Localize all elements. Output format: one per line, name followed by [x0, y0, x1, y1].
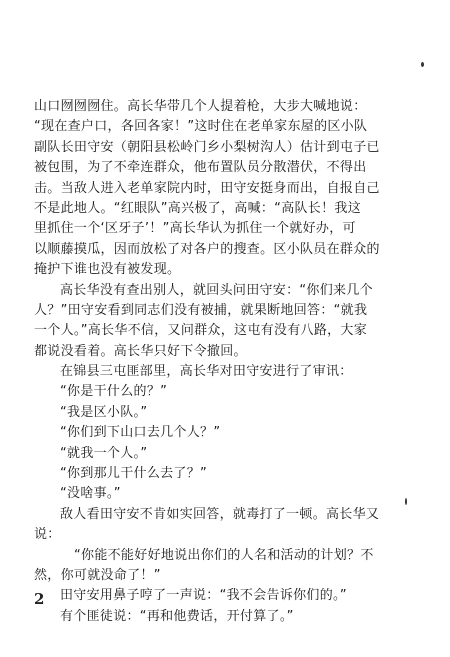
dialogue-line: “你到那儿干什么去了？”	[60, 466, 208, 482]
dialogue-line: “你是干什么的？”	[60, 384, 168, 400]
text-line: “现在查户口，各回各家！”这时住在老单家东屋的区小队	[34, 119, 368, 135]
body-text	[34, 97, 418, 627]
dialogue-line: “就我一个人。”	[60, 445, 148, 461]
text-line: 被包围，为了不牵连群众，他布置队员分散潜伏，不得出	[34, 160, 367, 176]
text-line: 山口囫囫囫住。高长华带几个人提着枪，大步大喊地说：	[34, 99, 367, 114]
text-line: 都说没看着。高长华只好下令撤回。	[34, 343, 247, 359]
text-line: 人？”田守安看到同志们没有被捕，就果断地回答：“就我	[34, 302, 368, 318]
text-line: 击。当敌人进入老单家院内时，田守安挺身而出，自报自己	[34, 180, 380, 196]
dialogue-line: “你能不能好好地说出你们的人名和活动的计划？不	[74, 547, 374, 563]
dialogue-line: “你们到下山口去几个人？”	[60, 425, 221, 441]
dialogue-line: “没啥事。”	[60, 486, 121, 502]
page-number: 2	[34, 590, 45, 608]
scan-speck	[421, 62, 424, 67]
text-line: 高长华没有查出别人，就回头问田守安：“你们来几个	[60, 282, 373, 298]
text-line: 在锦县三屯匪部里，高长华对田守安进行了审讯：	[60, 364, 353, 380]
text-line: 有个匪徒说：“再和他费话，开付算了。”	[60, 608, 294, 624]
scan-speck	[405, 498, 407, 505]
text-line: 里抓住一个‘区牙子’！”高长华认为抓住一个就好办，可	[34, 221, 356, 237]
dialogue-line: “我是区小队。”	[60, 404, 148, 420]
text-line: 说：	[34, 527, 61, 543]
text-line: 一个人。”高长华不信，又问群众，这屯有没有八路，大家	[34, 323, 368, 339]
text-line: 以顺藤摸瓜，因而放松了对各户的搜查。区小队员在群众的	[34, 241, 380, 257]
text-line: 敌人看田守安不肯如实回答，就毒打了一顿。高长华又	[60, 506, 380, 522]
text-line: 然，你可就没命了！”	[34, 567, 161, 583]
text-line: 掩护下谁也没有被发现。	[34, 262, 181, 278]
text-line: 不是此地人。“红眼队”高兴极了，高喊：“高队长！我这	[34, 200, 362, 216]
text-line: 田守安用鼻子哼了一声说：“我不会告诉你们的。”	[60, 588, 347, 604]
text-line: 副队长田守安（朝阳县松岭门乡小梨树沟人）估计到屯子已	[34, 139, 380, 155]
